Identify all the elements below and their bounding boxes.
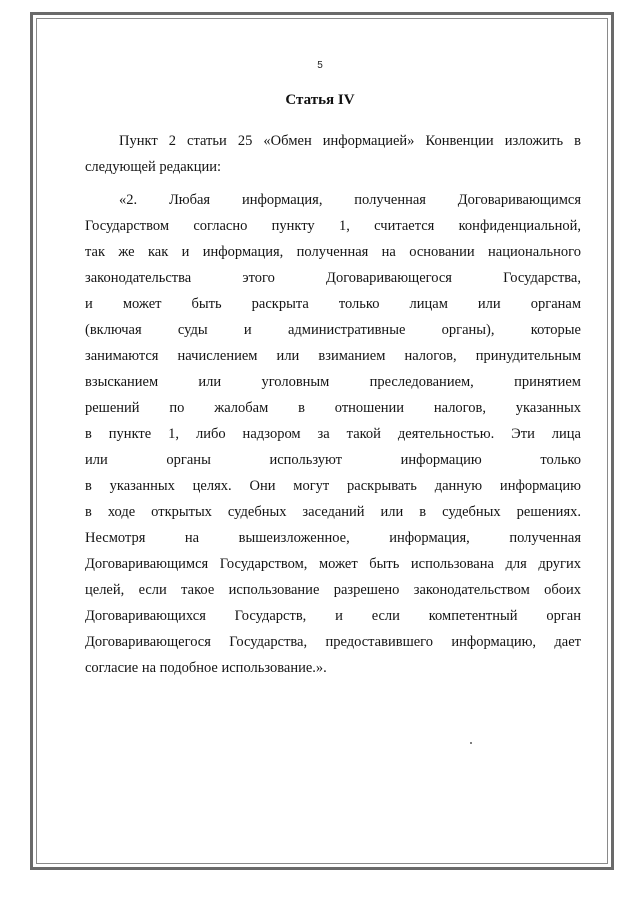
body-line: целей, если такое использование разрешено законодательством обоих (85, 582, 581, 598)
article-title: Статья IV (285, 92, 355, 108)
body-line: Договаривающихся Государств, и если компетентный орган (85, 608, 581, 624)
body-line: «2. Любая информация, полученная Договаривающимся (119, 192, 581, 208)
intro-line: Пункт 2 статьи 25 «Обмен информацией» Конвенции изложить в (119, 133, 581, 149)
body-line: (включая суды и административные органы), которые (85, 322, 581, 338)
page-number: 5 (317, 60, 323, 71)
intro-line: следующей редакции: (85, 159, 222, 175)
body-line: в указанных целях. Они могут раскрывать данную информацию (85, 478, 581, 494)
body-line: или органы используют информацию только (85, 452, 581, 468)
body-line: занимаются начислением или взиманием налогов, принудительным (85, 348, 581, 364)
intro-paragraph (85, 128, 581, 180)
quoted-paragraph (85, 187, 581, 681)
body-line: в пункте 1, либо надзором за такой деятельностью. Эти лица (85, 426, 581, 442)
body-line: Договаривающимся Государством, может быть использована для других (85, 556, 581, 572)
body-line: законодательства этого Договаривающегося Государства, (85, 270, 581, 286)
body-line: Несмотря на вышеизложенное, информация, полученная (85, 530, 581, 546)
body-line: решений по жалобам в отношении налогов, указанных (85, 400, 581, 416)
body-line: и может быть раскрыта только лицам или органам (85, 296, 581, 312)
body-line: Государством согласно пункту 1, считается конфиденциальной, (85, 218, 581, 234)
body-line: взысканием или уголовным преследованием, принятием (85, 374, 581, 390)
body-line: в ходе открытых судебных заседаний или в судебных решениях. (85, 504, 581, 520)
body-line: согласие на подобное использование.». (85, 660, 327, 676)
body-line: Договаривающегося Государства, предоставившего информацию, дает (85, 634, 581, 650)
body-line: так же как и информация, полученная на основании национального (85, 244, 581, 260)
scan-speck (470, 742, 472, 744)
